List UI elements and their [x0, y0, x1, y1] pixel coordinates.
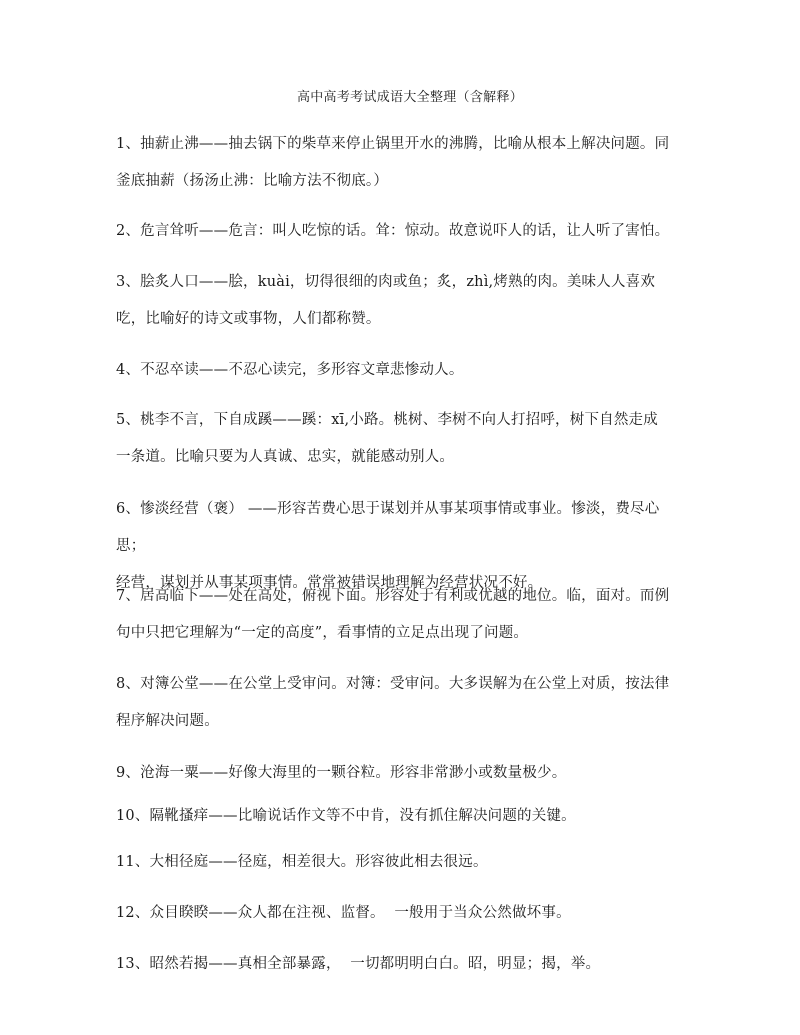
idiom-entry-3: 3、脍炙人口——脍，kuài，切得很细的肉或鱼；炙，zhì,烤熟的肉。美味人人喜欢 吃，比喻好的诗文或事物，人们都称赞。 [116, 274, 656, 327]
idiom-entry-9: 9、沧海一粟——好像大海里的一颗谷粒。形容非常渺小或数量极少。 [116, 765, 567, 781]
idiom-entry-6: 6、惨淡经营（褒） ——形容苦费心思于谋划并从事某项事情或事业。惨淡，费尽心思； 经营，谋划并从事某项事情。常常被错误地理解为经营状况不好。 [116, 501, 660, 591]
idiom-entry-13: 13、昭然若揭——真相全部暴露， 一切都明明白白。昭，明显；揭，举。 [116, 956, 601, 972]
idiom-entry-2: 2、危言耸听——危言：叫人吃惊的话。耸：惊动。故意说吓人的话，让人听了害怕。 [116, 223, 670, 239]
idiom-entry-10: 10、隔靴搔痒——比喻说话作文等不中肯，没有抓住解决问题的关键。 [116, 808, 576, 824]
idiom-entry-5: 5、桃李不言，下自成蹊——蹊：xī,小路。桃树、李树不向人打招呼，树下自然走成 一条道。比喻只要为人真诚、忠实，就能感动别人。 [116, 412, 658, 465]
idiom-entry-4: 4、不忍卒读——不忍心读完，多形容文章悲惨动人。 [116, 362, 464, 378]
idiom-entry-12: 12、众目睽睽——众人都在注视、监督。 一般用于当众公然做坏事。 [116, 905, 571, 921]
idiom-entry-7: 7、居高临下——处在高处，俯视下面。形容处于有利或优越的地位。临，面对。而例 句中只把它理解为“一定的高度”，看事情的立足点出现了问题。 [116, 588, 670, 641]
idiom-entry-8: 8、对簿公堂——在公堂上受审问。对簿：受审问。大多误解为在公堂上对质，按法律 程序解决问题。 [116, 676, 670, 729]
idiom-entry-11: 11、大相径庭——径庭，相差很大。形容彼此相去很远。 [116, 854, 488, 870]
document-title: 高中高考考试成语大全整理（含解释） [296, 90, 524, 105]
idiom-entry-1: 1、抽薪止沸——抽去锅下的柴草来停止锅里开水的沸腾，比喻从根本上解决问题。同 釜底抽薪（扬汤止沸：比喻方法不彻底。） [116, 136, 670, 189]
